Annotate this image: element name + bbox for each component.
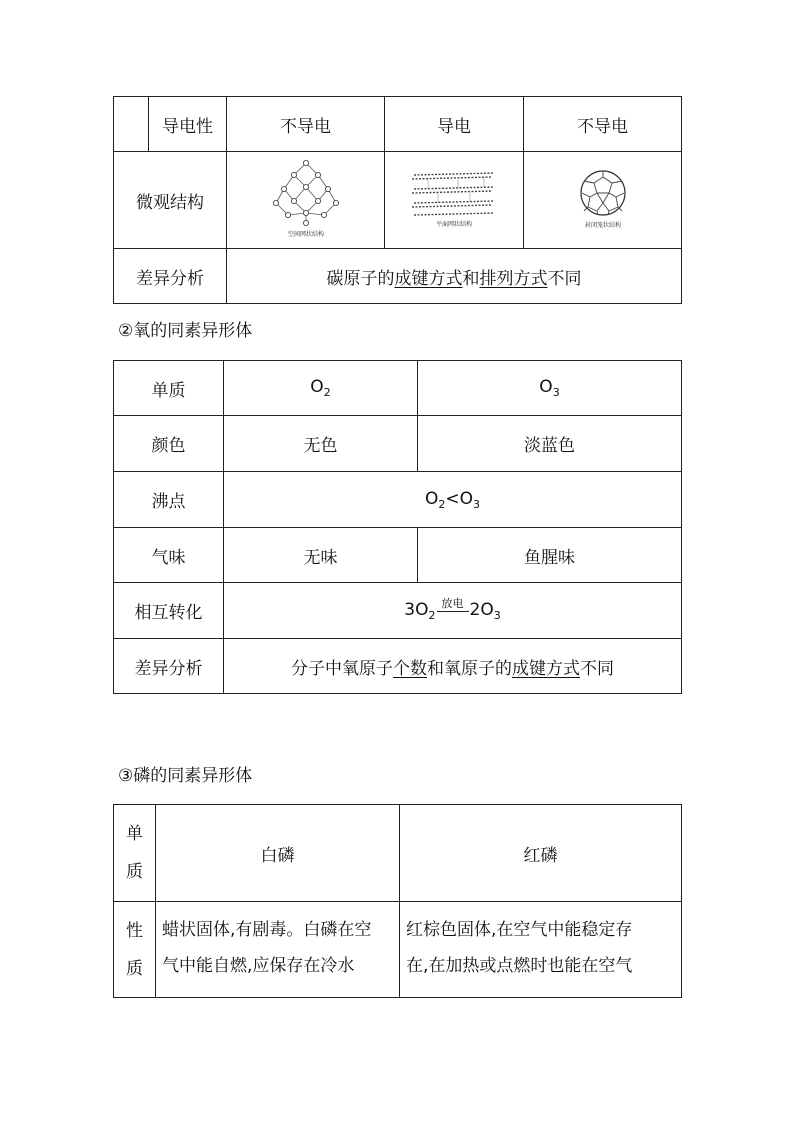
phosphorus-property-row	[114, 902, 682, 998]
o2-color: 无色	[224, 416, 418, 472]
graphite-conductivity: 导电	[385, 97, 524, 152]
color-label: 颜色	[114, 416, 224, 472]
property-line: 红棕色固体,在空气中能稳定存	[406, 920, 633, 940]
c60-caption: 封闭笼状结构	[584, 221, 621, 229]
blank-cell	[114, 97, 149, 152]
underlined-term: 成键方式	[394, 268, 463, 289]
carbon-difference-row	[114, 249, 682, 304]
oxygen-difference-text	[224, 639, 682, 694]
white-phosphorus-property	[156, 902, 400, 998]
diamond-structure-cell	[227, 152, 385, 249]
structure-label: 微观结构	[114, 152, 227, 249]
label-char: 质	[126, 862, 143, 882]
formula-sub: 2	[323, 386, 331, 399]
formula-sub: 3	[493, 608, 501, 622]
carbon-difference-text	[227, 249, 682, 304]
property-line: 气中能自燃,应保存在冷水	[162, 956, 355, 976]
formula-base: O	[310, 377, 324, 397]
phosphorus-property-label	[114, 902, 156, 998]
red-phosphorus: 红磷	[400, 805, 682, 902]
formula-sub: 3	[552, 386, 560, 399]
structure-row	[114, 152, 682, 249]
c60-conductivity: 不导电	[524, 97, 682, 152]
white-phosphorus: 白磷	[156, 805, 400, 902]
phosphorus-substance-label	[114, 805, 156, 902]
conductivity-label: 导电性	[149, 97, 227, 152]
less-than-sign: <	[445, 488, 460, 509]
formula-base: O	[424, 488, 439, 509]
fullerene-cage-image	[568, 165, 638, 231]
o3-formula	[418, 361, 682, 416]
graphite-caption: 平面网状结构	[435, 220, 473, 228]
o3-color: 淡蓝色	[418, 416, 682, 472]
underlined-term: 个数	[393, 658, 427, 679]
label-char: 单	[126, 824, 143, 844]
smell-label: 气味	[114, 528, 224, 583]
graphite-structure-cell	[385, 152, 524, 249]
text-part: 碳原子的	[326, 268, 395, 289]
text-part: 和	[462, 268, 480, 289]
underlined-term: 成键方式	[512, 658, 580, 679]
substance-label: 单质	[114, 361, 224, 416]
oxygen-conversion-row	[114, 583, 682, 639]
property-line: 蜡状固体,有剧毒。白磷在空	[162, 920, 372, 940]
boiling-comparison	[224, 472, 682, 528]
diamond-caption: 空间网状结构	[287, 230, 324, 238]
phosphorus-table	[113, 804, 682, 998]
diamond-conductivity: 不导电	[227, 97, 385, 152]
boiling-label: 沸点	[114, 472, 224, 528]
o2-smell: 无味	[224, 528, 418, 583]
o2-formula	[224, 361, 418, 416]
o3-smell: 鱼腥味	[418, 528, 682, 583]
conversion-equation	[224, 583, 682, 639]
equation-right: 2O	[469, 599, 494, 620]
oxygen-color-row	[114, 416, 682, 472]
oxygen-substance-row	[114, 361, 682, 416]
c60-structure-cell	[524, 152, 682, 249]
oxygen-boiling-row	[114, 472, 682, 528]
oxygen-difference-label: 差异分析	[114, 639, 224, 694]
reaction-condition-arrow	[437, 596, 469, 619]
oxygen-difference-row	[114, 639, 682, 694]
graphite-layers-image	[408, 167, 500, 229]
text-part: 分子中氧原子	[291, 658, 393, 679]
text-part: 不同	[547, 268, 582, 289]
property-line: 在,在加热或点燃时也能在空气	[406, 956, 633, 976]
label-char: 质	[126, 958, 143, 979]
formula-base: O	[459, 488, 474, 509]
formula-sub: 3	[473, 497, 481, 511]
equals-line	[437, 611, 469, 612]
label-char: 性	[126, 920, 143, 941]
formula-sub: 2	[428, 608, 436, 622]
red-phosphorus-property	[400, 902, 682, 998]
conductivity-row	[114, 97, 682, 152]
conversion-label: 相互转化	[114, 583, 224, 639]
phosphorus-substance-row	[114, 805, 682, 902]
carbon-difference-label: 差异分析	[114, 249, 227, 304]
text-part: 不同	[580, 658, 614, 679]
oxygen-smell-row	[114, 528, 682, 583]
formula-sub: 2	[438, 497, 446, 511]
text-part: 和氧原子的	[427, 658, 512, 679]
carbon-table	[113, 96, 682, 304]
oxygen-table	[113, 360, 682, 694]
underlined-term: 排列方式	[479, 268, 548, 289]
oxygen-heading: ②氧的同素异形体	[118, 321, 253, 341]
formula-base: O	[539, 377, 553, 397]
diamond-network-image	[266, 157, 346, 239]
reaction-condition: 放电	[441, 596, 464, 610]
phosphorus-heading: ③磷的同素异形体	[118, 766, 253, 786]
equation-left: 3O	[404, 599, 429, 620]
